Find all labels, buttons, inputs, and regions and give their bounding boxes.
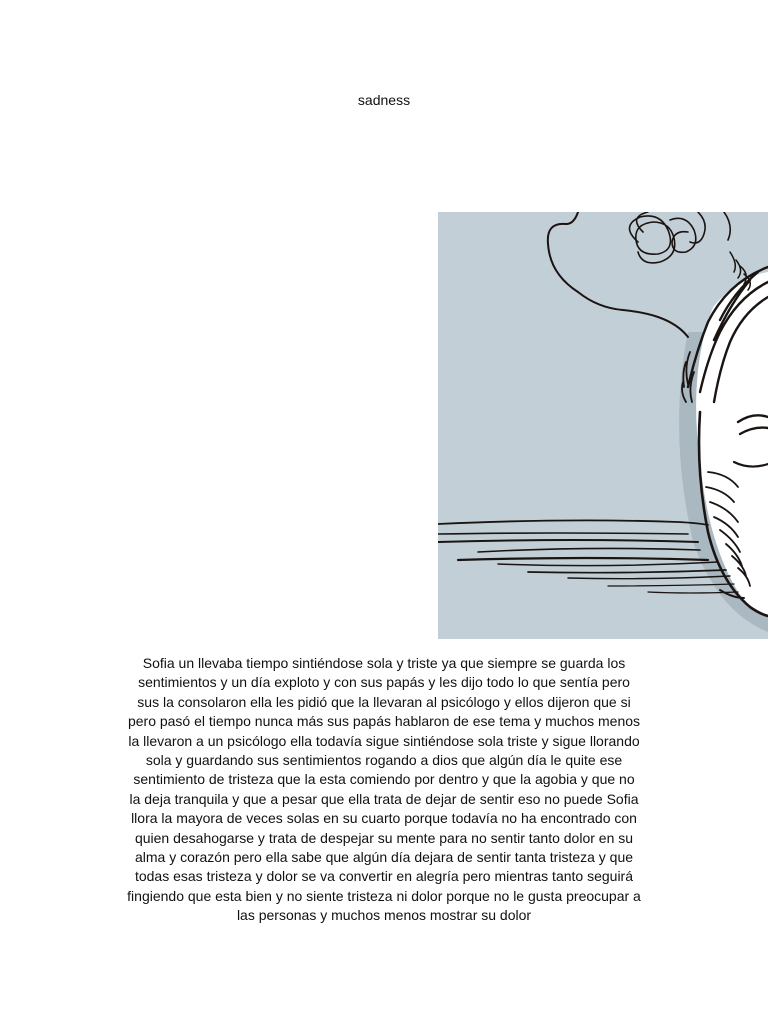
paragraph-line: llora la mayora de veces solas en su cuarto porque todavía no ha encontrado con <box>131 810 637 827</box>
paragraph-line: fingiendo que esta bien y no siente tristeza ni dolor porque no le gusta preocupar a <box>127 887 641 904</box>
paragraph-line: la llevaron a un psicólogo ella todavía sigue sintiéndose sola triste y sigue llorando <box>128 732 640 749</box>
story-paragraph <box>100 654 668 926</box>
illustration <box>438 212 768 639</box>
paragraph-line: las personas y muchos menos mostrar su dolor <box>236 907 532 924</box>
paragraph-line: pero pasó el tiempo nunca más sus papás hablaron de ese tema y muchos menos <box>127 713 641 730</box>
paragraph-line: Sofia un llevaba tiempo sintiéndose sola y triste ya que siempre se guarda los <box>142 655 626 671</box>
paragraph-line: todas esas tristeza y dolor se va convertir en alegría pero mientras tanto seguirá <box>134 868 634 885</box>
paragraph-line: sentimiento de tristeza que la esta comiendo por dentro y que la agobia y que no <box>133 771 635 788</box>
paragraph-line: alma y corazón pero ella sabe que algún día dejara de sentir tanta tristeza y que <box>134 849 634 866</box>
paragraph-line: la deja tranquila y que a pesar que ella trata de dejar de sentir eso no puede Sofia <box>129 790 639 807</box>
paragraph-line: sentimientos y un día exploto y con sus papás y les dijo todo lo que sentía pero <box>138 674 630 691</box>
paragraph-line: sola y guardando sus sentimientos rogando a dios que algún día le quite ese <box>145 752 623 769</box>
page-title: sadness <box>357 92 411 108</box>
paragraph-line: quien desahogarse y trata de despejar su mente para no sentir tanto dolor en su <box>134 829 634 846</box>
paragraph-line: sus la consolaron ella les pidió que la llevaran al psicólogo y ellos dijeron que si <box>137 693 631 710</box>
crying-girl-sketch-icon <box>438 212 768 639</box>
